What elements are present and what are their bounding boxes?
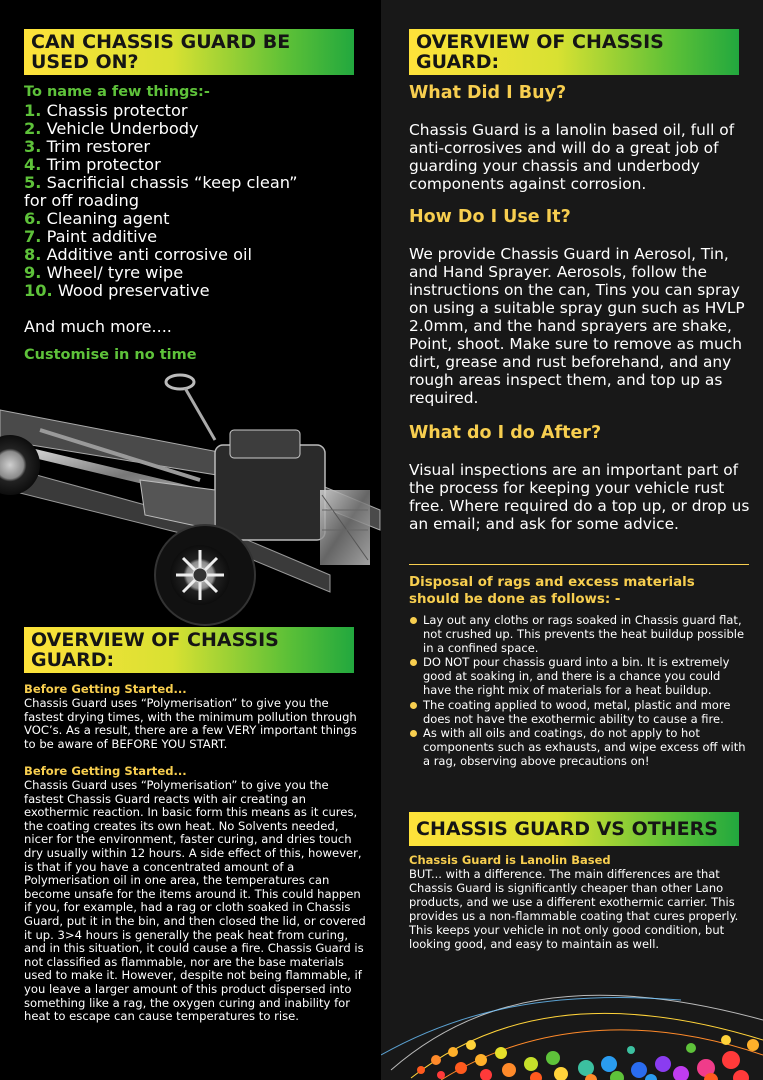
disposal-list — [409, 613, 751, 768]
uses-intro: To name a few things:- — [24, 84, 210, 100]
uses-list — [24, 102, 374, 300]
what-do-i-do-after-answer: Visual inspections are an important part of the process for keeping your vehicle rust free. Where required do a top up, or drop us an email; and ask for some advice. — [409, 461, 750, 533]
list-item: 8. Additive anti corrosive oil — [24, 245, 252, 264]
and-much-more: And much more.... — [24, 317, 172, 336]
list-item: 6. Cleaning agent — [24, 209, 170, 228]
bullet-dot — [410, 617, 417, 624]
customise-text: Customise in no time — [24, 347, 197, 363]
how-do-i-use-it-answer: We provide Chassis Guard in Aerosol, Tin, and Hand Sprayer. Aerosols, follow the instructions on the can, Tins you can spray on using a suitable spray gun such as HVLP 2.0mm, and the hand sprayers are shake, Point, shoot. Make sure to remove as much dirt, grease and rust beforehand, and any rough areas inspect them, and top up as required. — [409, 245, 745, 407]
list-item: DO NOT pour chassis guard into a bin. It is extremely good at soaking in, and there is a chance you could have the right mix of materials for a heat buildup. — [409, 655, 751, 697]
before-started-body-2: Chassis Guard uses “Polymerisation” to give you the fastest Chassis Guard reacts with air creating an exothermic reaction. In basic form this means as it cures, the coating creates its own heat. No Solvents needed, nicer for the environment, faster curing, and dries touch dry usually within 12 hours. A side effect of this, however, is that if you have a concentrated amount of a Polymerisation oil in one area, the temperatures can become unsafe for the items around it. This could happen if you, for example, had a rag or cloth soaked in Chassis Guard, put it in the bin, and then closed the lid, or covered it up. 3>4 hours is generally the peak heat from curing, and in this situation, it could cause a fire. Chassis Guard is not classified as flammable, nor are the base materials used to make it. However, despite not being flammable, if you leave a larger amount of this product dispersed into something like a rag, the oxygen curing and inability for heat to escape can cause temperatures to rise. — [24, 778, 366, 1024]
bullet-dot — [410, 659, 417, 666]
list-item: As with all oils and coatings, do not apply to hot components such as exhausts, and wipe excess off with a rag, observing above precautions on! — [409, 726, 751, 768]
bullet-dot — [410, 730, 417, 737]
list-item: 7. Paint additive — [24, 227, 158, 246]
what-do-i-do-after: What do I do After? — [409, 423, 602, 443]
vs-others-heading: CHASSIS GUARD VS OTHERS — [409, 812, 739, 846]
bullet-dot — [410, 702, 417, 709]
right-overview-heading: OVERVIEW OF CHASSIS GUARD: — [409, 29, 739, 75]
list-item: The coating applied to wood, metal, plastic and more does not have the exothermic ability to cause a fire. — [409, 698, 751, 726]
list-item: 3. Trim restorer — [24, 137, 150, 156]
section-divider — [409, 564, 749, 565]
list-item: 4. Trim protector — [24, 155, 161, 174]
list-item: 9. Wheel/ tyre wipe — [24, 263, 184, 282]
what-did-i-buy: What Did I Buy? — [409, 83, 567, 103]
disposal-heading: Disposal of rags and excess materials should be done as follows: - — [409, 575, 695, 607]
before-started-heading-2: Before Getting Started... — [24, 764, 187, 778]
before-started-heading-1: Before Getting Started... — [24, 682, 187, 696]
list-item: Lay out any cloths or rags soaked in Chassis guard flat, not crushed up. This prevents the heat buildup possible in a confined space. — [409, 613, 751, 655]
lanolin-based-body: BUT... with a difference. The main differences are that Chassis Guard is significantly cheaper than other Lano products, and we use a different exothermic carrier. This provides us a non-flammable coating that cures properly. This keeps your vehicle in not only good condition, but looking good, and easy to maintain as well. — [409, 867, 739, 952]
list-item: 2. Vehicle Underbody — [24, 119, 199, 138]
list-item: 1. Chassis protector — [24, 101, 188, 120]
before-started-body-1: Chassis Guard uses “Polymerisation” to give you the fastest drying times, with the minimum pollution through VOC’s. As a result, there are a few VERY important things to be aware of BEFORE YOU START. — [24, 696, 357, 751]
chassis-image — [0, 370, 381, 628]
left-overview-heading: OVERVIEW OF CHASSIS GUARD: — [24, 627, 354, 673]
list-item: 10. Wood preservative — [24, 281, 210, 300]
can-be-used-heading: CAN CHASSIS GUARD BE USED ON? — [24, 29, 354, 75]
lanolin-based-heading: Chassis Guard is Lanolin Based — [409, 853, 611, 867]
list-item: for off roading — [24, 191, 140, 210]
decorative-swoosh — [381, 960, 763, 1080]
how-do-i-use-it: How Do I Use It? — [409, 207, 571, 227]
what-did-i-buy-answer: Chassis Guard is a lanolin based oil, full of anti-corrosives and will do a great job of guarding your chassis and underbody components against corrosion. — [409, 121, 735, 193]
list-item: 5. Sacrificial chassis “keep clean” — [24, 173, 298, 192]
